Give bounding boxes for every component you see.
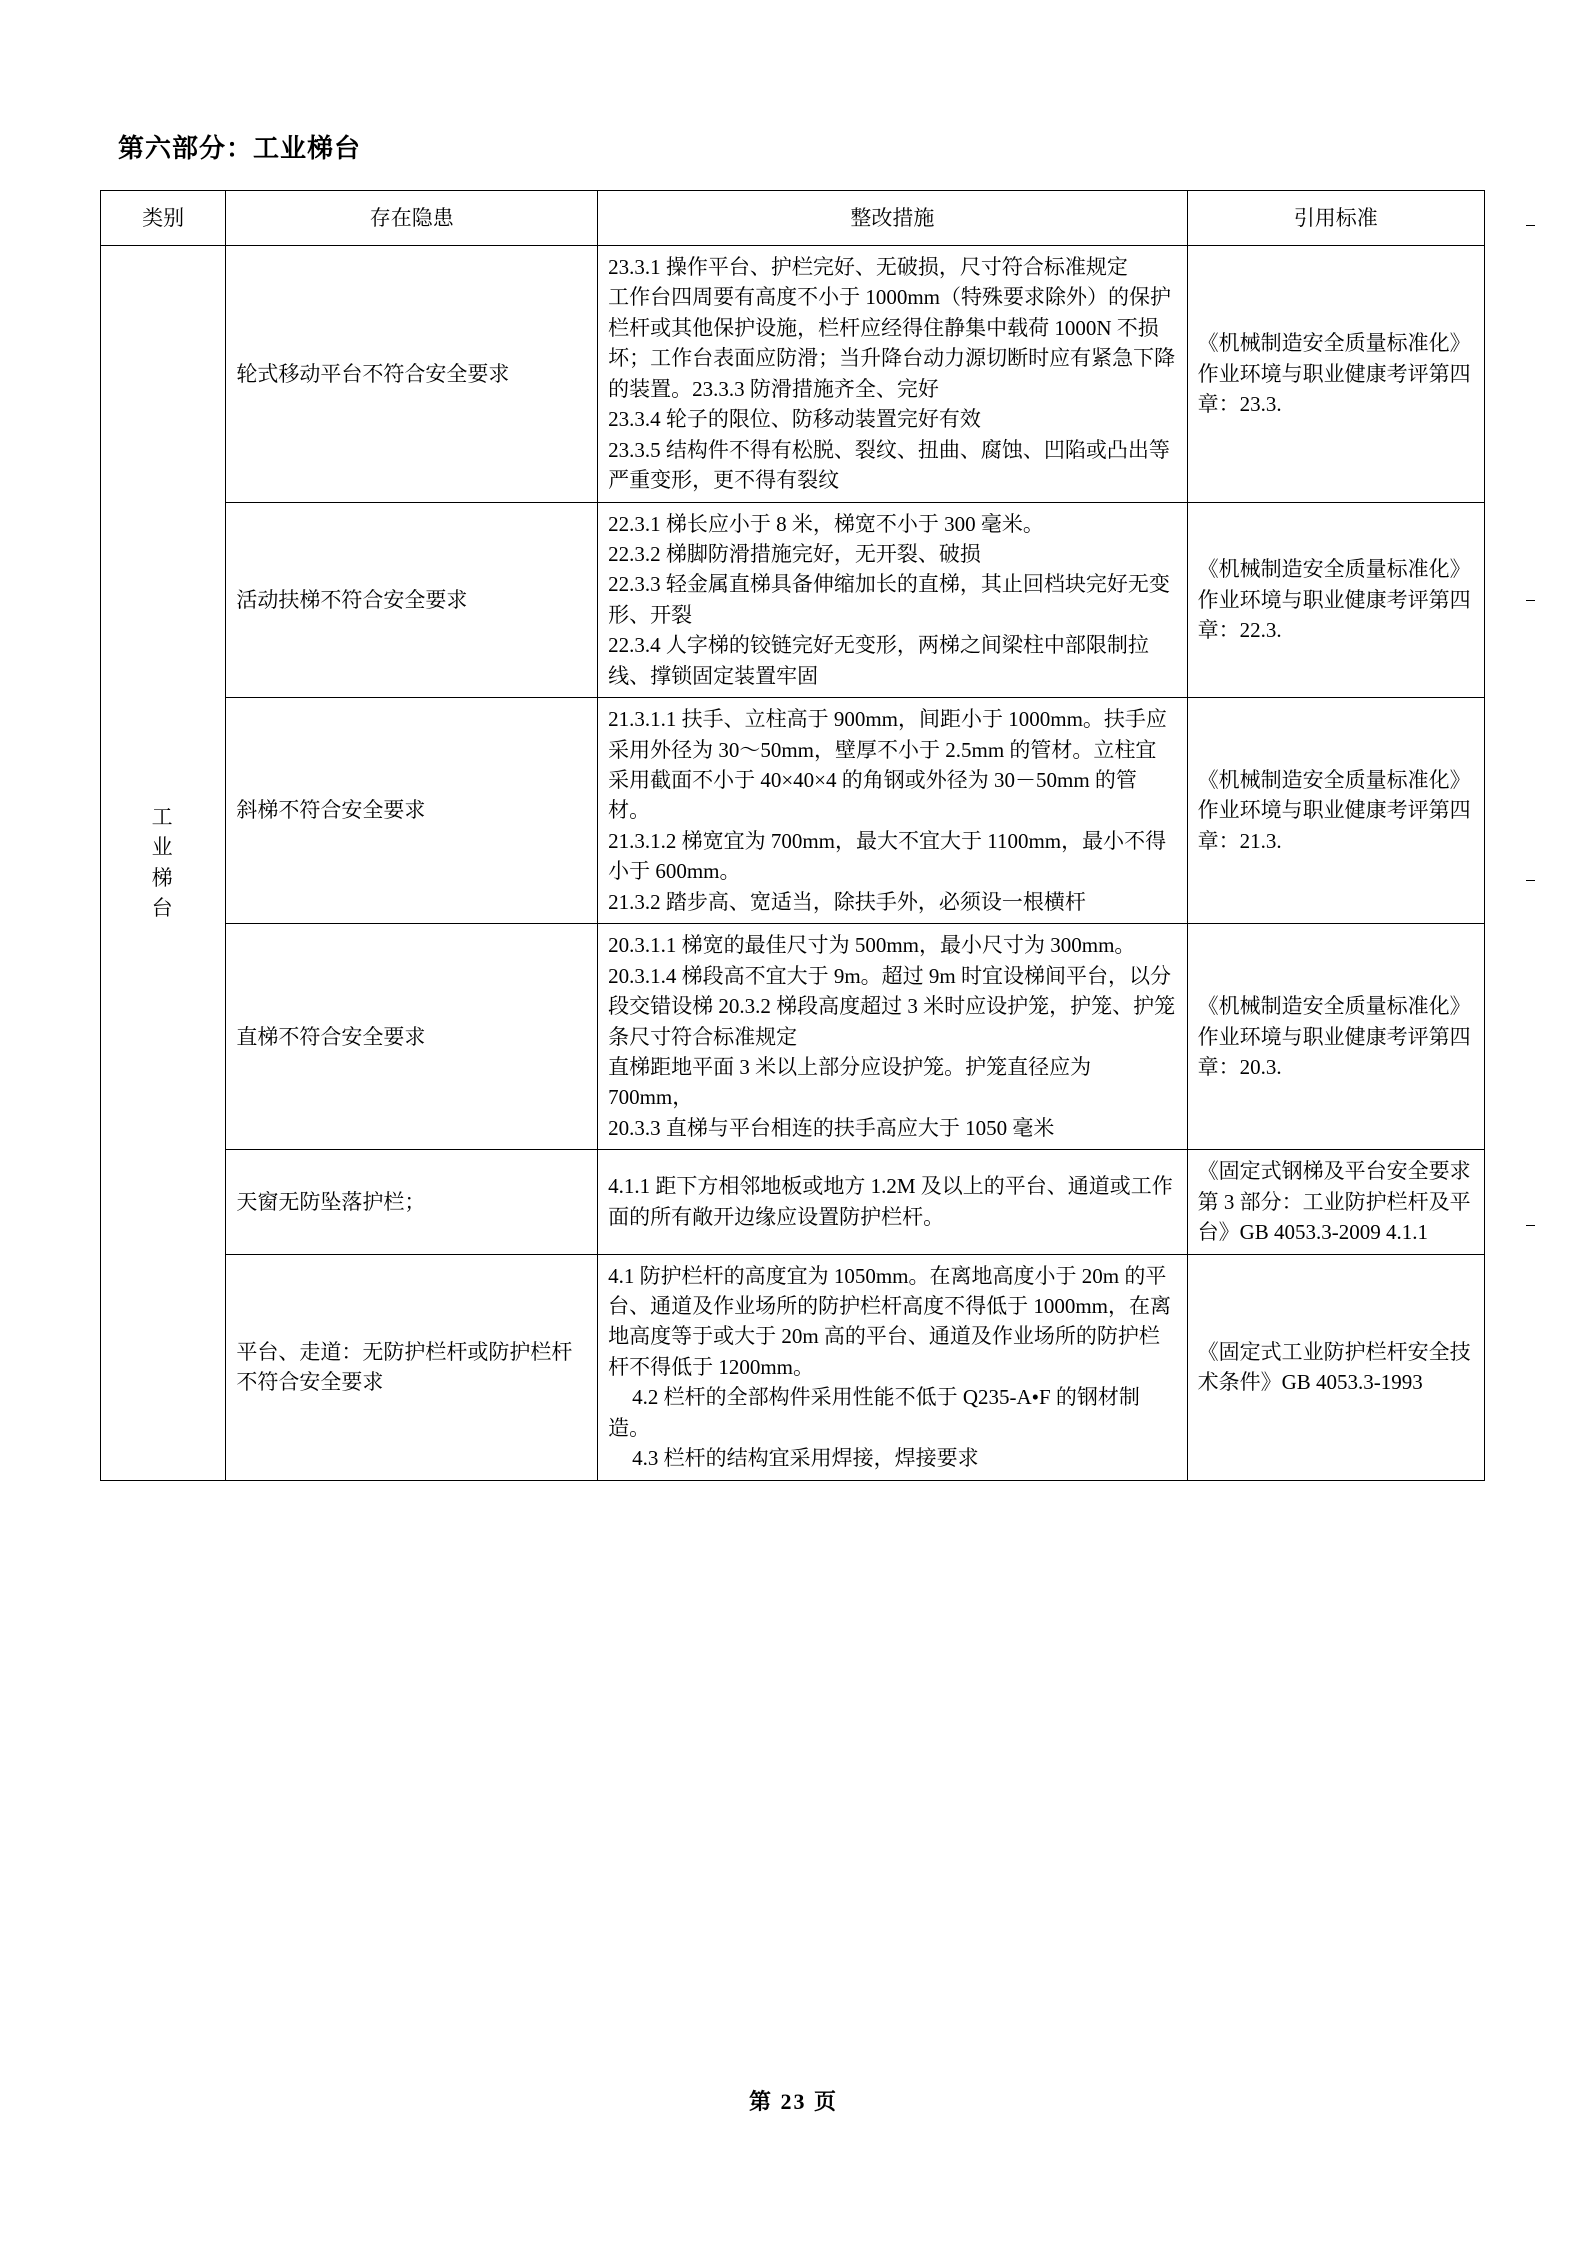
table-row (101, 246, 1485, 503)
table-row (101, 924, 1485, 1150)
page-footer: 第 23 页 (748, 2089, 838, 2114)
measure-line: 21.3.2 踏步高、宽适当，除扶手外，必须设一根横杆 (608, 889, 1086, 914)
measure-line: 23.3.4 轮子的限位、防移动装置完好有效 (608, 407, 981, 432)
standard-cell: 《机械制造安全质量标准化》作业环境与职业健康考评第四章：21.3. (1187, 698, 1484, 924)
measures-cell (598, 924, 1188, 1150)
measure-line: 4.1 防护栏杆的高度宜为 1050mm。在离地高度小于 20m 的平台、通道及作业场所的防护栏杆高度不得低于 1000mm，在离地高度等于或大于 20m 高的平台、通道及作业场所的防护栏杆不得低于 1200mm。 (608, 1263, 1171, 1379)
category-char-2: 业 (151, 835, 175, 860)
measures-cell (598, 698, 1188, 924)
measure-line: 23.3.5 结构件不得有松脱、裂纹、扭曲、腐蚀、凹陷或凸出等严重变形，更不得有裂纹 (608, 437, 1170, 493)
measure-line: 4.2 栏杆的全部构件采用性能不低于 Q235-A•F 的钢材制造。 (608, 1385, 1140, 1440)
hazard-table (100, 190, 1485, 1481)
measure-line: 直梯距地平面 3 米以上部分应设护笼。护笼直径应为 700mm， (608, 1054, 1092, 1110)
standard-cell: 《固定式钢梯及平台安全要求第 3 部分：工业防护栏杆及平台》GB 4053.3-2009 4.1.1 (1187, 1150, 1484, 1254)
table-row (101, 1254, 1485, 1480)
category-cell (101, 246, 226, 1481)
table-row (101, 1150, 1485, 1254)
measure-line: 22.3.1 梯长应小于 8 米，梯宽不小于 300 毫米。 (608, 511, 1044, 536)
measures-cell (598, 246, 1188, 503)
standard-cell: 《固定式工业防护栏杆安全技术条件》GB 4053.3-1993 (1187, 1254, 1484, 1480)
measures-cell (598, 1150, 1188, 1254)
table-row (101, 502, 1485, 698)
measures-cell (598, 1254, 1188, 1480)
header-standard: 引用标准 (1187, 191, 1484, 246)
header-hazard: 存在隐患 (226, 191, 598, 246)
hazard-cell: 斜梯不符合安全要求 (226, 698, 598, 924)
hazard-cell: 活动扶梯不符合安全要求 (226, 502, 598, 698)
measure-line: 20.3.1.4 梯段高不宜大于 9m。超过 9m 时宜设梯间平台，以分段交错设梯 20.3.2 梯段高度超过 3 米时应设护笼，护笼、护笼条尺寸符合标准规定 (608, 963, 1176, 1049)
page-title: 第六部分：工业梯台 (118, 134, 362, 163)
measure-line: 4.1.1 距下方相邻地板或地方 1.2M 及以上的平台、通道或工作面的所有敞开边缘应设置防护栏杆。 (608, 1174, 1173, 1229)
table-header-row (101, 191, 1485, 246)
header-measures: 整改措施 (598, 191, 1188, 246)
measure-line: 22.3.4 人字梯的铰链完好无变形，两梯之间梁柱中部限制拉线、撑锁固定装置牢固 (608, 633, 1149, 688)
measure-line: 工作台四周要有高度不小于 1000mm（特殊要求除外）的保护栏杆或其他保护设施，栏杆应经得住静集中载荷 1000N 不损坏；工作台表面应防滑；当升降台动力源切断时应有紧急下降的装置。23.3.3 防滑措施齐全、完好 (608, 285, 1176, 401)
measures-cell (598, 502, 1188, 698)
hazard-cell: 直梯不符合安全要求 (226, 924, 598, 1150)
hazard-cell: 天窗无防坠落护栏； (226, 1150, 598, 1254)
measure-line: 4.3 栏杆的结构宜采用焊接，焊接要求 (632, 1446, 979, 1471)
category-char-3: 梯 (151, 865, 175, 890)
header-category: 类别 (101, 191, 226, 246)
table-row (101, 698, 1485, 924)
measure-line: 21.3.1.2 梯宽宜为 700mm，最大不宜大于 1100mm，最小不得小于 600mm。 (608, 828, 1167, 884)
category-char-4: 台 (151, 896, 175, 921)
measure-line: 20.3.1.1 梯宽的最佳尺寸为 500mm，最小尺寸为 300mm。 (608, 933, 1136, 958)
measure-line: 23.3.1 操作平台、护栏完好、无破损，尺寸符合标准规定 (608, 255, 1128, 279)
measure-line: 20.3.3 直梯与平台相连的扶手高应大于 1050 毫米 (608, 1115, 1055, 1140)
measure-line: 22.3.3 轻金属直梯具备伸缩加长的直梯，其止回档块完好无变形、开裂 (608, 572, 1170, 627)
standard-cell: 《机械制造安全质量标准化》作业环境与职业健康考评第四章：23.3. (1187, 246, 1484, 503)
measure-line: 22.3.2 梯脚防滑措施完好，无开裂、破损 (608, 541, 981, 566)
hazard-cell: 平台、走道：无防护栏杆或防护栏杆不符合安全要求 (226, 1254, 598, 1480)
category-char-1: 工 (151, 804, 175, 829)
measure-line: 21.3.1.1 扶手、立柱高于 900mm，间距小于 1000mm。扶手应采用外径为 30～50mm，壁厚不小于 2.5mm 的管材。立柱宜采用截面不小于 40×40×4 的角钢或外径为 30－50mm 的管材。 (608, 707, 1167, 823)
standard-cell: 《机械制造安全质量标准化》作业环境与职业健康考评第四章：22.3. (1187, 502, 1484, 698)
standard-cell: 《机械制造安全质量标准化》作业环境与职业健康考评第四章：20.3. (1187, 924, 1484, 1150)
hazard-cell: 轮式移动平台不符合安全要求 (226, 246, 598, 503)
